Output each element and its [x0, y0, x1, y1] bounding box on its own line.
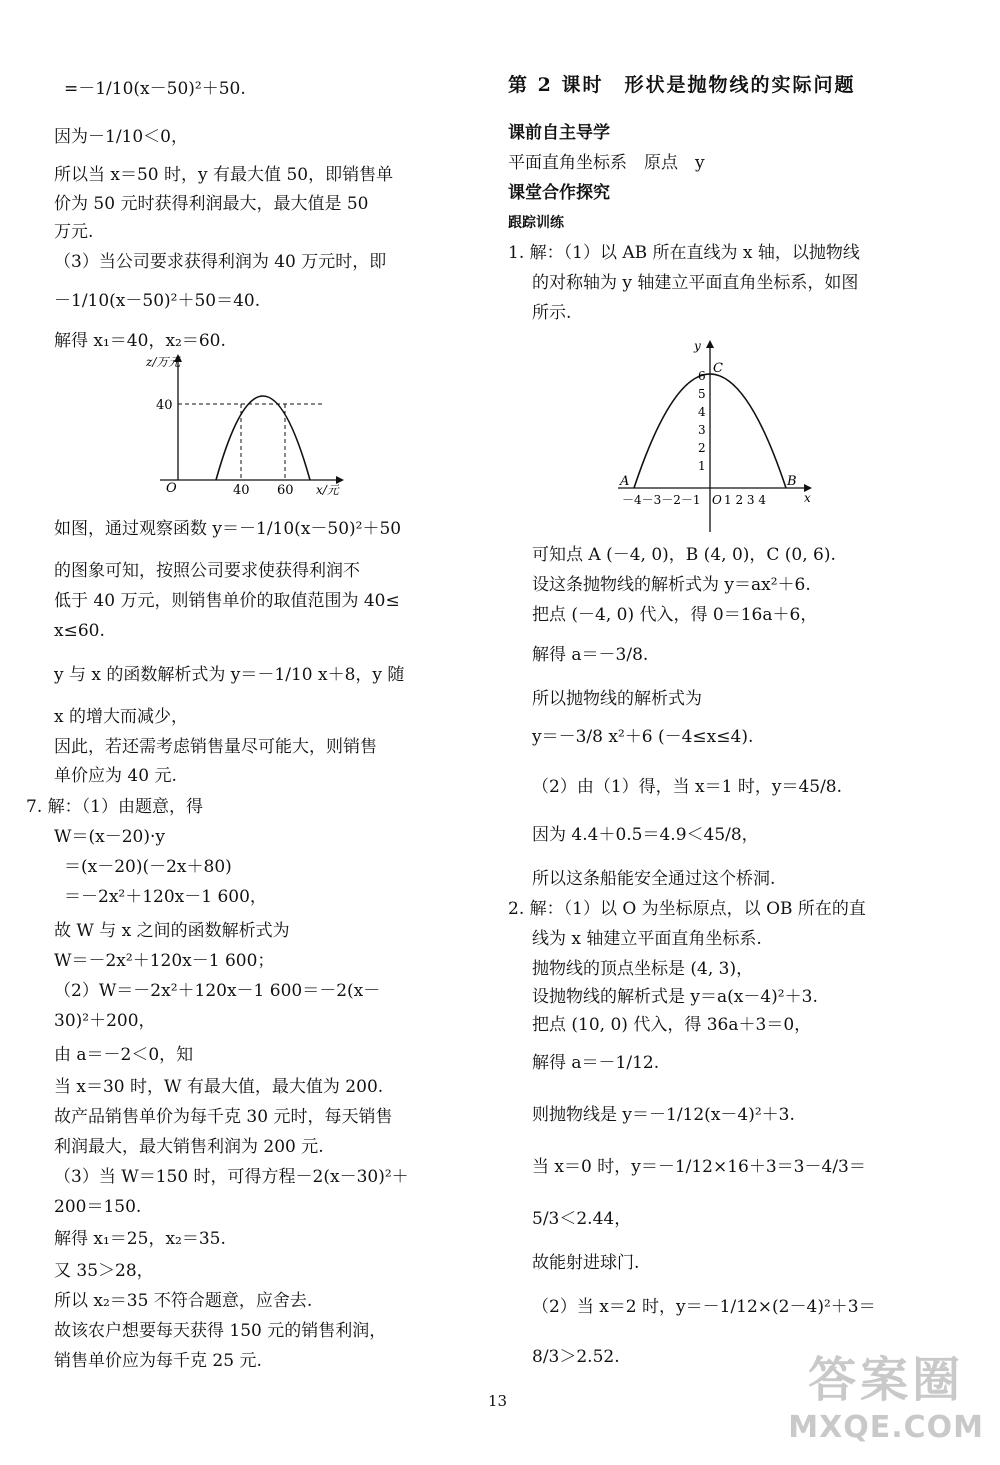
text-line: W＝－2x²＋120x－1 600；	[54, 951, 275, 971]
text-line: 设抛物线的解析式是 y＝a(x－4)²＋3.	[532, 987, 818, 1007]
y-arrow	[706, 340, 714, 348]
y-tick-3: 3	[698, 423, 706, 437]
text-line: 7. 解：（1）由题意，得	[26, 797, 203, 817]
text-line: x≤60.	[54, 621, 105, 641]
section-title: 第 2 课时 形状是抛物线的实际问题	[508, 74, 856, 96]
x-tick-60: 60	[277, 483, 294, 497]
text-line: 所以 x₂＝35 不符合题意，应舍去.	[54, 1291, 313, 1311]
x-tick-40: 40	[233, 483, 250, 497]
text-line: 单价应为 40 元.	[54, 766, 177, 786]
text-line: （2）W＝－2x²＋120x－1 600＝－2(x－	[54, 981, 381, 1001]
text-line: y 与 x 的函数解析式为 y＝－1/10 x＋8，y 随	[54, 665, 405, 685]
text-line: 当 x＝0 时，y＝－1/12×16＋3＝3－4/3＝	[532, 1157, 866, 1177]
text-line: 的图象可知，按照公司要求使获得利润不	[54, 561, 360, 581]
text-line: 故能射进球门.	[532, 1253, 640, 1273]
x-axis-label: x	[804, 491, 811, 505]
text-line: －1/10(x－50)²＋50＝40.	[54, 291, 261, 311]
text-line: 低于 40 万元，则销售单价的取值范围为 40≤	[54, 591, 400, 611]
text-line: 销售单价应为每千克 25 元.	[54, 1351, 262, 1371]
text-line: （2）当 x＝2 时，y＝－1/12×(2－4)²＋3＝	[532, 1297, 876, 1317]
watermark	[788, 1341, 984, 1445]
subsection-heading: 课前自主导学	[508, 123, 610, 143]
text-line: 所以当 x＝50 时，y 有最大值 50，即销售单	[54, 165, 394, 185]
text-line: （3）当 W＝150 时，可得方程－2(x－30)²＋	[54, 1167, 409, 1187]
text-line: 则抛物线是 y＝－1/12(x－4)²＋3.	[532, 1105, 795, 1125]
text-line: W＝(x－20)·y	[54, 827, 165, 847]
subsection-heading: 课堂合作探究	[508, 183, 610, 203]
subsection-heading: 跟踪训练	[508, 215, 564, 231]
text-line: 抛物线的顶点坐标是 (4, 3)，	[532, 959, 754, 979]
watermark-line1: 答案圈	[808, 1352, 965, 1408]
text-line: 因为－1/10＜0，	[54, 127, 188, 147]
point-c-label: C	[713, 361, 723, 376]
text-line: 由 a＝－2＜0，知	[54, 1045, 194, 1065]
text-line: 把点 (－4, 0) 代入，得 0＝16a＋6，	[532, 605, 818, 625]
y-tick-40: 40	[156, 398, 173, 413]
origin-label: O	[166, 481, 177, 496]
text-line: 设这条抛物线的解析式为 y＝ax²＋6.	[532, 575, 811, 595]
bridge-graph	[610, 336, 820, 536]
x-ticks-negative: －4－3－2－1	[622, 493, 701, 507]
y-tick-5: 5	[698, 387, 706, 401]
y-tick-1: 1	[698, 459, 706, 473]
text-line: 万元.	[54, 222, 94, 242]
text-line: 解得 x₁＝25，x₂＝35.	[54, 1229, 226, 1249]
text-line: 8/3＞2.52.	[532, 1347, 620, 1367]
y-axis-label: y	[694, 339, 701, 353]
origin-label: O	[712, 493, 722, 507]
text-line: 所以抛物线的解析式为	[532, 689, 702, 709]
text-line: 所示.	[532, 303, 572, 323]
text-line: 解得 x₁＝40，x₂＝60.	[54, 331, 226, 351]
point-b-label: B	[787, 474, 797, 489]
y-tick-6: 6	[698, 369, 706, 383]
text-line: 把点 (10, 0) 代入，得 36a＋3＝0，	[532, 1015, 812, 1035]
profit-graph	[140, 352, 350, 497]
text-line: 故 W 与 x 之间的函数解析式为	[54, 921, 290, 941]
text-line: y＝－3/8 x²＋6 (－4≤x≤4).	[532, 727, 754, 747]
text-line: 因此，若还需考虑销售量尽可能大，则销售	[54, 737, 377, 757]
text-line: （2）由（1）得，当 x＝1 时，y＝45/8.	[532, 777, 843, 797]
text-line: 可知点 A (－4, 0)，B (4, 0)，C (0, 6).	[532, 545, 836, 565]
text-line: 又 35＞28，	[54, 1261, 154, 1281]
text-line: 的对称轴为 y 轴建立平面直角坐标系，如图	[532, 273, 859, 293]
text-line: x 的增大而减少，	[54, 707, 188, 727]
text-line: 如图，通过观察函数 y＝－1/10(x－50)²＋50	[54, 519, 402, 539]
text-line: 利润最大，最大销售利润为 200 元.	[54, 1137, 324, 1157]
text-line: 故产品销售单价为每千克 30 元时，每天销售	[54, 1107, 393, 1127]
text-line: 价为 50 元时获得利润最大，最大值是 50	[54, 194, 369, 214]
parabola	[216, 396, 310, 480]
text-line: =－1/10(x－50)²＋50.	[64, 79, 246, 99]
text-line: 平面直角坐标系 原点 y	[508, 153, 705, 173]
text-line: 30)²＋200，	[54, 1011, 156, 1031]
point-a-label: A	[620, 474, 630, 489]
text-line: 2. 解：（1）以 O 为坐标原点，以 OB 所在的直	[508, 899, 866, 919]
y-label: z/万元	[146, 355, 181, 369]
watermark-line2: MXQE.COM	[788, 1410, 984, 1445]
text-line: 1. 解：（1）以 AB 所在直线为 x 轴，以抛物线	[508, 243, 860, 263]
y-tick-4: 4	[698, 405, 706, 419]
text-line: 解得 a＝－3/8.	[532, 645, 649, 665]
text-line: 所以这条船能安全通过这个桥洞.	[532, 869, 776, 889]
text-line: 当 x＝30 时，W 有最大值，最大值为 200.	[54, 1077, 384, 1097]
x-ticks-positive: 1 2 3 4	[724, 493, 766, 507]
text-line: 线为 x 轴建立平面直角坐标系.	[532, 929, 762, 949]
x-label: x/元	[316, 483, 339, 497]
text-line: 5/3＜2.44，	[532, 1209, 632, 1229]
text-line: ＝－2x²＋120x－1 600，	[64, 887, 267, 907]
text-line: 200＝150.	[54, 1197, 142, 1217]
text-line: （3）当公司要求获得利润为 40 万元时，即	[54, 252, 387, 272]
text-line: ＝(x－20)(－2x＋80)	[64, 857, 232, 877]
y-tick-2: 2	[698, 441, 706, 455]
text-line: 解得 a＝－1/12.	[532, 1053, 660, 1073]
text-line: 因为 4.4＋0.5＝4.9＜45/8，	[532, 825, 759, 845]
page-number: 13	[488, 1392, 508, 1410]
text-line: 故该农户想要每天获得 150 元的销售利润，	[54, 1321, 387, 1341]
